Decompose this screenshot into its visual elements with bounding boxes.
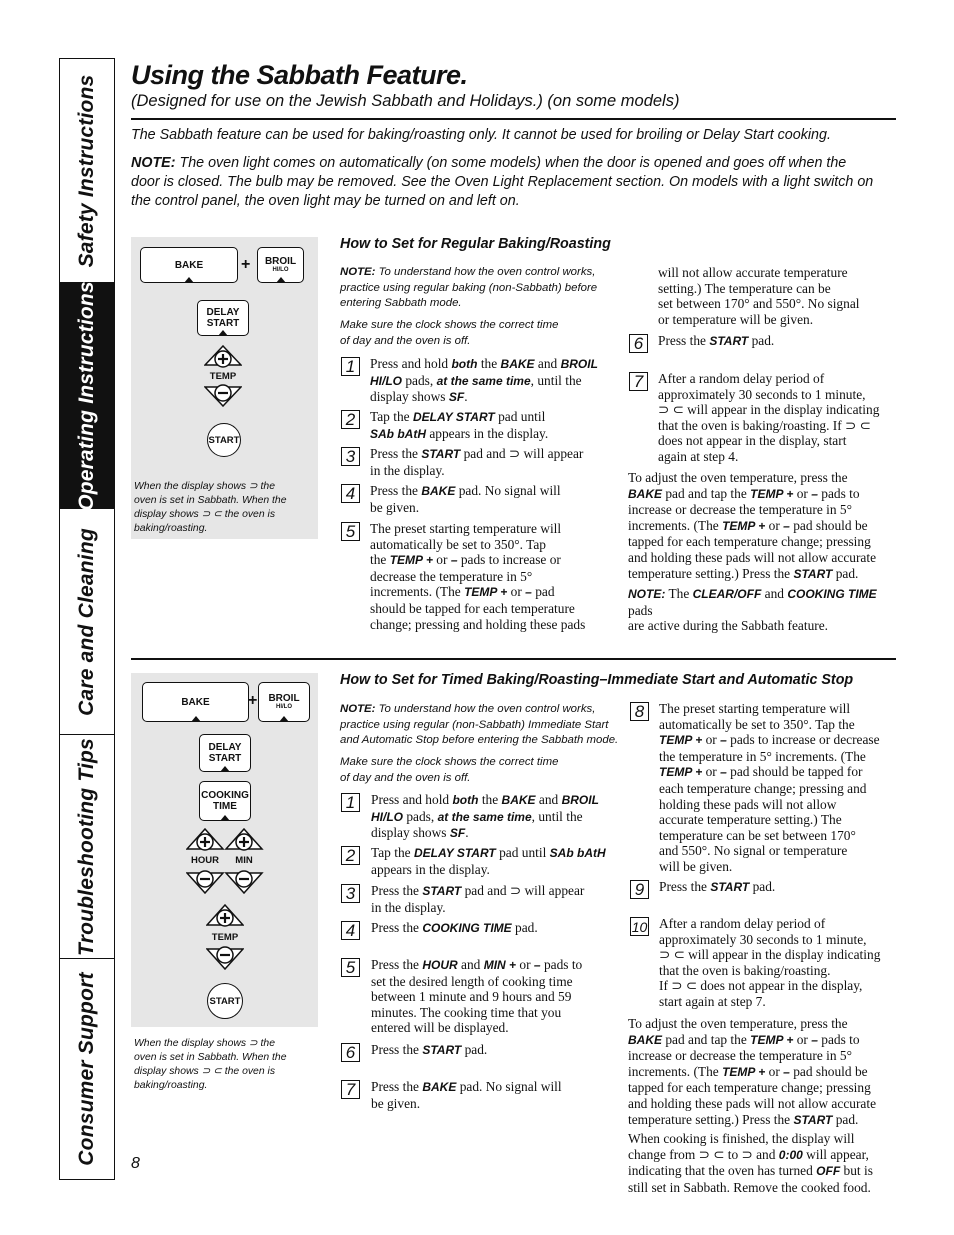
start-pad: START	[207, 423, 241, 457]
section2-step-3-text: Press the START pad and ⊃ will appear in the display.	[371, 883, 585, 915]
section2-note: NOTE: To understand how the oven control works, practice using regular (non-Sabbath) Immediate Start and Automatic Stop before entering the Sabbath mode.	[340, 703, 619, 746]
section2-heading: How to Set for Timed Baking/Roasting–Immediate Start and Automatic Stop	[340, 672, 854, 688]
section2-step-9-number: 9	[630, 880, 649, 899]
intro-paragraph: The Sabbath feature can be used for baking/roasting only. It cannot be used for broiling or Delay Start cooking.	[131, 127, 831, 143]
section2-step-3-number: 3	[341, 884, 360, 903]
tab-care-label: Care and Cleaning	[75, 527, 98, 716]
temp-label: TEMP	[209, 371, 237, 382]
tab-troubleshooting-tips[interactable]	[60, 735, 114, 959]
section2-step-1-text: Press and hold both the BAKE and BROIL HI/LO pads, at the same time, until the display shows SF.	[371, 792, 599, 841]
start-pad: START	[207, 983, 243, 1019]
control-panel-diagram-2	[131, 673, 318, 1027]
tab-consumer-support[interactable]	[60, 959, 114, 1179]
section2-adjust-paragraph: To adjust the oven temperature, press the BAKE pad and tap the TEMP + or – pads to increase or decrease the temperature in 5° increments. (The TEMP + or – pad should be tapped for each temperature change; pressing and holding these pads will not allow accurate temperature setting.) Press the START pad.	[628, 1016, 877, 1127]
section2-clock-note: Make sure the clock shows the correct time of day and the oven is off.	[340, 756, 559, 784]
intro-note-label: NOTE:	[131, 155, 176, 171]
side-tabs	[59, 58, 115, 1180]
tab-safety-label: Safety Instructions	[75, 74, 98, 267]
page-subtitle: (Designed for use on the Jewish Sabbath and Holidays.) (on some models)	[131, 92, 680, 110]
tab-operating-instructions[interactable]	[60, 280, 114, 511]
section1-step-7-text: After a random delay period of approximately 30 seconds to 1 minute, ⊃ ⊂ will appear in the display indicating that the oven is baking/roasting. If ⊃ ⊂ does not appear in the display, start again at step 4.	[658, 371, 880, 464]
section2-step-5-number: 5	[341, 958, 360, 977]
section1-step-5-text: The preset starting temperature will automatically be set to 350°. Tap the TEMP + or – pads to increase or decrease the temperature in 5° increments. (The TEMP + or – pad should be tapped for each temperature change; pressing and holding these pads	[370, 521, 586, 632]
panel-caption-2: When the display shows ⊃ the oven is set in Sabbath. When the display shows ⊃ ⊂ the oven is baking/roasting.	[134, 1038, 287, 1091]
section1-step-3-number: 3	[341, 447, 360, 466]
delay-start-pad: DELAY START	[197, 300, 249, 336]
section1-step-4-text: Press the BAKE pad. No signal will be given.	[370, 483, 561, 515]
section1-step-2-number: 2	[341, 410, 360, 429]
tab-care-and-cleaning[interactable]	[60, 509, 114, 735]
plus-sign: +	[248, 692, 258, 709]
page-title: Using the Sabbath Feature.	[131, 60, 468, 90]
section1-step-4-number: 4	[341, 484, 360, 503]
section2-step-10-text: After a random delay period of approximately 30 seconds to 1 minute, ⊃ ⊂ will appear in the display indicating that the oven is baking/roasting. If ⊃ ⊂ does not appear in the display, start again at step 7.	[659, 916, 881, 1009]
section1-step-5-number: 5	[341, 522, 360, 541]
temp-label: TEMP	[211, 932, 239, 943]
section2-step-1-number: 1	[341, 793, 360, 812]
section1-step-6-number: 6	[629, 334, 648, 353]
section1-step-1-text: Press and hold both the BAKE and BROIL HI/LO pads, at the same time, until the display shows SF.	[370, 356, 598, 405]
section1-final-note: NOTE: The CLEAR/OFF and COOKING TIME pads are active during the Sabbath feature.	[628, 586, 877, 634]
section2-step-7-text: Press the BAKE pad. No signal will be given.	[371, 1079, 562, 1111]
section1-step-3-text: Press the START pad and ⊃ will appear in the display.	[370, 446, 584, 478]
broil-pad: BROIL HI/LO	[257, 247, 304, 283]
section2-step-7-number: 7	[341, 1080, 360, 1099]
bake-pad: BAKE	[140, 247, 238, 283]
page-number: 8	[131, 1155, 140, 1172]
cooking-time-pad: COOKING TIME	[199, 781, 251, 821]
section1-step-6-text: Press the START pad.	[658, 333, 775, 348]
tab-consumer-label: Consumer Support	[75, 972, 98, 1166]
plus-sign: +	[241, 256, 251, 273]
section1-step-1-number: 1	[341, 357, 360, 376]
section2-step-8-text: The preset starting temperature will automatically be set to 350°. Tap the TEMP + or – pads to increase or decrease the temperature in 5° increments. (The TEMP + or – pad should be tapped for each temperature change; pressing and holding these pads will not allow accurate temperature setting.) The temperature can be set between 170° and 550°. No signal or temperature will be given.	[659, 701, 880, 874]
section1-adjust-paragraph: To adjust the oven temperature, press the BAKE pad and tap the TEMP + or – pads to increase or decrease the temperature in 5° increments. (The TEMP + or – pad should be tapped for each temperature change; pressing and holding these pads will not allow accurate temperature setting.) Press the START pad.	[628, 470, 877, 581]
section2-step-4-number: 4	[341, 921, 360, 940]
intro-note: NOTE: The oven light comes on automatically (on some models) when the door is opened and goes off when the door is closed. The bulb may be removed. See the Oven Light Replacement section. On models with a light switch on the control panel, the oven light may be turned on and left on.	[131, 155, 874, 209]
section1-heading: How to Set for Regular Baking/Roasting	[340, 236, 611, 252]
panel-caption-1: When the display shows ⊃ the oven is set in Sabbath. When the display shows ⊃ ⊂ the oven is baking/roasting.	[134, 481, 287, 534]
section2-step-4-text: Press the COOKING TIME pad.	[371, 920, 538, 935]
hour-label: HOUR	[191, 855, 219, 866]
header-rule	[131, 118, 896, 120]
delay-start-pad: DELAY START	[199, 734, 251, 772]
section2-step-6-text: Press the START pad.	[371, 1042, 488, 1057]
section1-note: NOTE: To understand how the oven control works, practice using regular baking (non-Sabbath) before entering Sabbath mode.	[340, 266, 598, 309]
tab-operating-label: Operating Instructions	[75, 280, 98, 511]
section1-clock-note: Make sure the clock shows the correct time of day and the oven is off.	[340, 319, 559, 347]
min-label: MIN	[235, 855, 253, 866]
section2-step-10-number: 10	[631, 919, 648, 935]
section2-step-2-number: 2	[341, 846, 360, 865]
tab-troubleshooting-label: Troubleshooting Tips	[75, 737, 98, 956]
section2-step-6-number: 6	[341, 1043, 360, 1062]
section2-finish-paragraph: When cooking is finished, the display will change from ⊃ ⊂ to ⊃ and 0:00 will appear, indicating that the oven has turned OFF but is still set in Sabbath. Remove the cooked food.	[628, 1131, 873, 1195]
broil-pad: BROIL HI/LO	[258, 682, 310, 722]
bake-pad: BAKE	[142, 682, 249, 722]
section2-step-8-number: 8	[630, 702, 649, 721]
section1-step-2-text: Tap the DELAY START pad until SAb bAtH appears in the display.	[370, 409, 549, 441]
section1-step5-continued: will not allow accurate temperature setting.) The temperature can be set between 170° and 550°. No signal or temperature will be given.	[658, 265, 860, 327]
section2-step-2-text: Tap the DELAY START pad until SAb bAtH appears in the display.	[371, 845, 606, 877]
section2-step-9-text: Press the START pad.	[659, 879, 776, 894]
section-divider	[131, 658, 896, 660]
tab-safety-instructions[interactable]	[60, 59, 114, 283]
section1-step-7-number: 7	[629, 372, 648, 391]
section2-step-5-text: Press the HOUR and MIN + or – pads to set the desired length of cooking time between 1 minute and 9 hours and 59 minutes. The cooking time that you entered will be displayed.	[371, 957, 583, 1036]
